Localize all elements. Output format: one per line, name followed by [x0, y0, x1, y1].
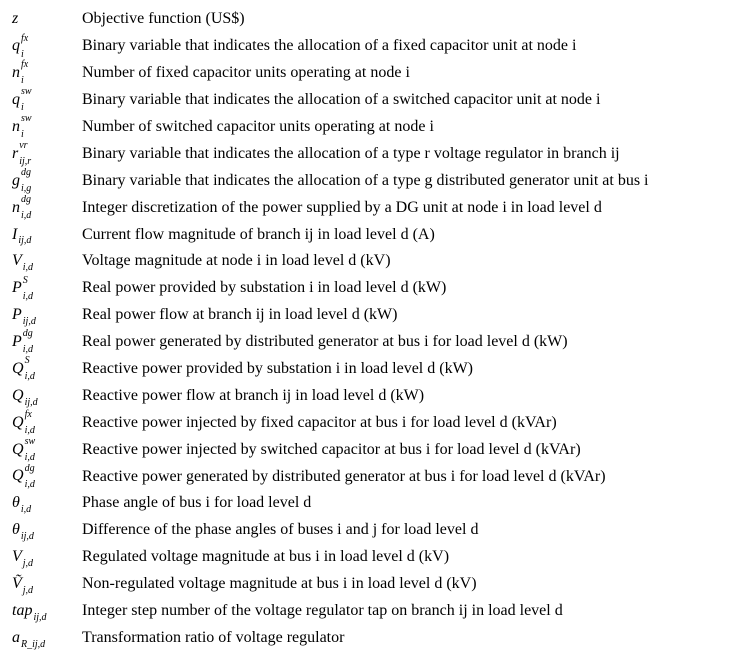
symbol-base: n — [12, 117, 20, 135]
description: Phase angle of bus i for load level d — [82, 494, 312, 512]
symbol — [0, 575, 82, 596]
nomenclature-row — [0, 329, 730, 356]
symbol-scripts — [22, 328, 34, 356]
symbol-scripts — [18, 230, 32, 247]
symbol-subscript: R_ij,d — [21, 638, 46, 650]
symbol — [0, 252, 82, 274]
symbol-subscript: i,d — [21, 209, 32, 221]
description: Real power provided by substation i in load level d (kW) — [82, 279, 447, 297]
symbol — [0, 521, 82, 543]
description: Voltage magnitude at node i in load level d (kV) — [82, 252, 391, 270]
symbol-scripts — [22, 257, 34, 274]
symbol-subscript: ij,d — [20, 531, 34, 543]
symbol-scripts — [24, 408, 35, 436]
description: Binary variable that indicates the allocation of a type g distributed generator unit at bus i — [82, 171, 649, 189]
description: Binary variable that indicates the allocation of a fixed capacitor unit at node i — [82, 37, 577, 55]
description: Difference of the phase angles of buses i and j for load level d — [82, 521, 479, 539]
symbol-superscript: sw — [24, 435, 36, 447]
nomenclature-row — [0, 624, 730, 651]
nomenclature-row — [0, 60, 730, 87]
description: Binary variable that indicates the allocation of a switched capacitor unit at node i — [82, 91, 601, 109]
symbol-base: V — [12, 252, 22, 270]
symbol-subscript: i,d — [20, 504, 32, 516]
symbol-superscript: fx — [24, 408, 32, 420]
symbol — [0, 435, 82, 463]
symbol-superscript: vr — [19, 140, 28, 152]
symbol — [0, 225, 82, 247]
symbol-subscript: ij,r — [19, 156, 32, 168]
symbol-subscript: j,d — [22, 584, 34, 596]
symbol-subscript: i — [21, 75, 24, 87]
symbol-scripts — [21, 59, 29, 87]
nomenclature-row — [0, 598, 730, 625]
symbol — [0, 628, 82, 650]
symbol-scripts — [21, 32, 29, 60]
symbol-scripts — [22, 311, 36, 328]
symbol — [0, 306, 82, 328]
symbol-superscript: dg — [24, 462, 35, 474]
symbol-subscript: i,d — [22, 262, 34, 274]
symbol-subscript: i,d — [22, 344, 34, 356]
symbol-base: q — [12, 90, 20, 108]
symbol-base: tap — [12, 602, 33, 620]
description: Objective function (US$) — [82, 10, 245, 28]
symbol-subscript: j,d — [22, 558, 34, 570]
symbol — [0, 86, 82, 114]
symbol — [0, 113, 82, 141]
nomenclature-row — [0, 517, 730, 544]
symbol-base: q — [12, 37, 20, 55]
nomenclature-row — [0, 436, 730, 463]
symbol-scripts — [24, 462, 35, 490]
symbol-scripts — [24, 392, 38, 408]
nomenclature-row — [0, 544, 730, 571]
description: Non-regulated voltage magnitude at bus i in load level d (kV) — [82, 575, 477, 593]
symbol-scripts — [19, 140, 32, 168]
nomenclature-row — [0, 167, 730, 194]
description: Reactive power flow at branch ij in load level d (kW) — [82, 386, 425, 404]
symbol-scripts — [22, 274, 34, 302]
nomenclature-row — [0, 194, 730, 221]
symbol-subscript: i,d — [22, 290, 34, 302]
symbol-scripts — [24, 355, 35, 383]
symbol-subscript: ij,d — [24, 396, 38, 408]
description: Reactive power provided by substation i in load level d (kW) — [82, 360, 474, 378]
symbol-base: a — [12, 628, 20, 646]
symbol-superscript: S — [22, 274, 28, 286]
symbol-superscript: fx — [21, 32, 29, 44]
symbol-subscript: ij,d — [33, 611, 47, 623]
description: Reactive power injected by switched capacitor at bus i for load level d (kVAr) — [82, 440, 581, 458]
description: Integer step number of the voltage regulator tap on branch ij in load level d — [82, 602, 563, 620]
description: Reactive power generated by distributed generator at bus i for load level d (kVAr) — [82, 467, 606, 485]
symbol-base: Q — [12, 440, 24, 458]
symbol-base: Ṽ — [12, 575, 22, 593]
symbol-subscript: i,d — [24, 371, 35, 383]
symbol — [0, 386, 82, 408]
nomenclature-row — [0, 571, 730, 598]
description: Regulated voltage magnitude at bus i in load level d (kV) — [82, 548, 450, 566]
nomenclature-row — [0, 114, 730, 141]
symbol-base: r — [12, 144, 19, 162]
symbol-subscript: i — [21, 48, 24, 60]
description: Reactive power injected by fixed capacitor at bus i for load level d (kVAr) — [82, 413, 557, 431]
symbol-base: n — [12, 64, 20, 82]
symbol — [0, 10, 82, 28]
description: Transformation ratio of voltage regulator — [82, 628, 345, 646]
nomenclature-row — [0, 409, 730, 436]
symbol-base: g — [12, 171, 20, 189]
symbol-superscript: S — [24, 355, 30, 367]
symbol — [0, 328, 82, 356]
symbol-superscript: dg — [21, 193, 31, 205]
symbol — [0, 548, 82, 570]
symbol-subscript: i — [21, 102, 24, 114]
nomenclature-row — [0, 382, 730, 409]
symbol-scripts — [21, 113, 32, 141]
symbol-base: P — [12, 306, 22, 324]
symbol-base: z — [12, 10, 19, 28]
symbol-base: V — [12, 548, 22, 566]
symbol — [0, 602, 82, 623]
symbol — [0, 355, 82, 383]
symbol-scripts — [21, 166, 32, 194]
symbol — [0, 494, 82, 516]
nomenclature-row — [0, 490, 730, 517]
symbol-superscript: dg — [21, 166, 31, 178]
symbol-subscript: i — [21, 129, 24, 141]
description: Real power generated by distributed generator at bus i for load level d (kW) — [82, 333, 568, 351]
symbol-scripts — [20, 499, 32, 516]
symbol — [0, 32, 82, 60]
symbol-scripts — [22, 580, 34, 596]
symbol-subscript: ij,d — [22, 316, 36, 328]
nomenclature-row — [0, 302, 730, 329]
nomenclature-row — [0, 221, 730, 248]
symbol-scripts — [21, 86, 32, 114]
symbol-base: θ — [12, 521, 20, 539]
symbol-subscript: i,g — [21, 182, 32, 194]
symbol — [0, 193, 82, 221]
symbol-base: P — [12, 279, 22, 297]
description: Binary variable that indicates the allocation of a type r voltage regulator in branch ij — [82, 144, 620, 162]
symbol-base: Q — [12, 359, 24, 377]
symbol — [0, 408, 82, 436]
symbol-base: Q — [12, 386, 24, 404]
symbol-superscript: sw — [21, 86, 32, 98]
symbol-scripts — [21, 634, 46, 650]
symbol-scripts — [22, 553, 34, 570]
symbol-scripts — [24, 435, 36, 463]
symbol-base: I — [12, 225, 18, 243]
symbol — [0, 59, 82, 87]
nomenclature-row — [0, 248, 730, 275]
nomenclature-row — [0, 6, 730, 33]
symbol-scripts — [20, 526, 34, 543]
symbol-subscript: ij,d — [18, 235, 32, 247]
symbol — [0, 274, 82, 302]
symbol-base: n — [12, 198, 20, 216]
symbol-subscript: i,d — [24, 424, 35, 436]
symbol — [0, 166, 82, 194]
nomenclature-row — [0, 356, 730, 383]
nomenclature-row — [0, 275, 730, 302]
symbol-superscript: fx — [21, 59, 29, 71]
symbol-subscript: i,d — [24, 478, 35, 490]
symbol-base: Q — [12, 467, 24, 485]
symbol-superscript: sw — [21, 113, 32, 125]
description: Number of switched capacitor units operating at node i — [82, 118, 434, 135]
nomenclature-row — [0, 463, 730, 490]
nomenclature-row — [0, 140, 730, 167]
symbol-base: P — [12, 332, 22, 350]
symbol-scripts — [21, 193, 32, 221]
symbol-scripts — [33, 607, 47, 623]
description: Number of fixed capacitor units operating at node i — [82, 64, 410, 82]
symbol-subscript: i,d — [24, 451, 35, 463]
symbol — [0, 462, 82, 490]
symbol — [0, 140, 82, 168]
description: Integer discretization of the power supplied by a DG unit at node i in load level d — [82, 198, 602, 216]
symbol-superscript: dg — [22, 328, 33, 340]
symbol-base: θ — [12, 494, 20, 512]
symbol-base: Q — [12, 413, 24, 431]
description: Real power flow at branch ij in load level d (kW) — [82, 306, 398, 324]
description: Current flow magnitude of branch ij in load level d (A) — [82, 225, 435, 243]
nomenclature-row — [0, 33, 730, 60]
nomenclature-row — [0, 87, 730, 114]
